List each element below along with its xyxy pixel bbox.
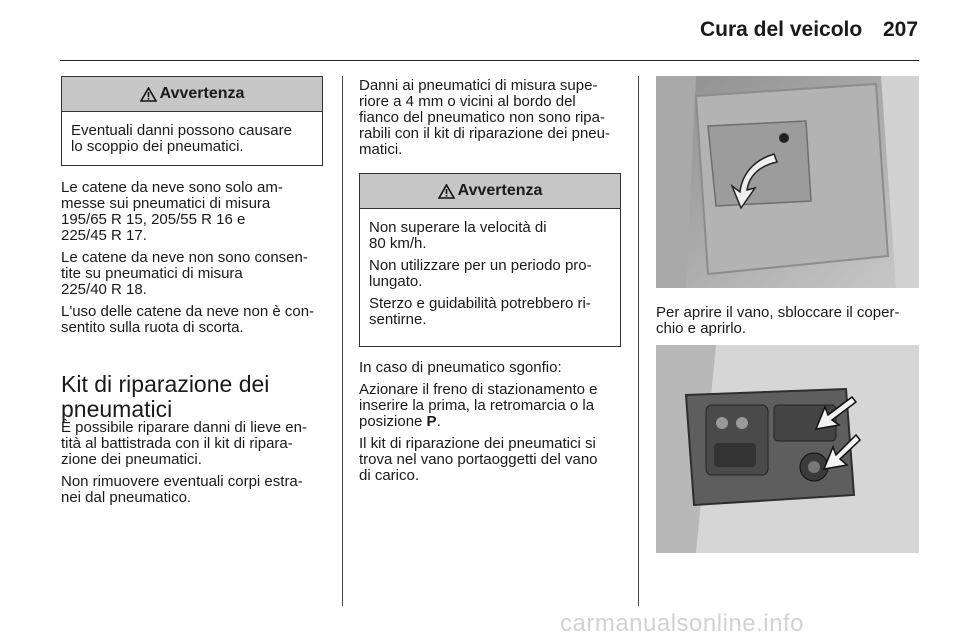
damage-limit-text (359, 78, 629, 164)
repair-kit-text (61, 420, 331, 512)
paragraph (359, 382, 629, 430)
paragraph-punct: . (436, 413, 441, 430)
warning-title: Avvertenza (159, 85, 245, 102)
warning-text: Eventuali danni possono causare lo scoppio dei pneumatici. (71, 122, 292, 155)
warning-title: Avvertenza (457, 182, 543, 199)
section-title: Cura del veicolo (700, 18, 863, 41)
paragraph-text: Azionare il freno di stazionamento e inserire la prima, la retromarcia o la posizione (359, 381, 598, 430)
header-rule (60, 60, 919, 61)
column-divider (638, 76, 639, 606)
gear-position: P (426, 413, 437, 430)
paragraph: Le catene da neve non sono consen- tite su pneumatici di misura 225/40 R 18. (61, 249, 308, 298)
warning-text: Sterzo e guidabilità potrebbero ri- sentirne. (369, 295, 591, 328)
snow-chain-text (61, 180, 331, 342)
warning-text: Non superare la velocità di 80 km/h. (369, 219, 547, 252)
paragraph: Non rimuovere eventuali corpi estra- nei dal pneumatico. (61, 473, 303, 506)
paragraph: L'uso delle catene da neve non è con- sentito sulla ruota di scorta. (61, 303, 315, 336)
repair-kit-compartment-photo (656, 345, 919, 553)
flat-tire-text (359, 360, 629, 490)
paragraph: Il kit di riparazione dei pneumatici si trova nel vano portaoggetti del vano di carico. (359, 435, 598, 484)
page-number: 207 (883, 18, 919, 41)
cargo-cover-photo (656, 76, 919, 288)
paragraph: In caso di pneumatico sgonfio: (359, 359, 562, 376)
column-divider (342, 76, 343, 606)
warning-text: Non utilizzare per un periodo pro- lungato. (369, 257, 592, 290)
paragraph: È possibile riparare danni di lieve en- tità al battistrada con il kit di ripara- zione dei pneumatici. (61, 419, 307, 468)
warning-header (360, 174, 620, 209)
warning-box (61, 76, 323, 166)
warning-header (62, 77, 322, 112)
warning-triangle-icon (438, 184, 455, 199)
watermark: carmanualsonline.info (560, 610, 804, 637)
warning-triangle-icon (140, 87, 157, 102)
warning-box (359, 173, 621, 347)
paragraph: Danni ai pneumatici di misura supe- riore a 4 mm o vicini al bordo del fianco del pneumatico non sono ripa- rabili con il kit di riparazione dei pneu- matici. (359, 77, 610, 158)
photo-caption (656, 305, 921, 343)
paragraph: Le catene da neve sono solo am- messe sui pneumatici di misura 195/65 R 15, 205/55 R 16 e 225/45 R 17. (61, 179, 283, 244)
caption: Per aprire il vano, sbloccare il coper- chio e aprirlo. (656, 304, 900, 337)
section-heading: Kit di riparazione dei pneumatici (61, 371, 270, 422)
